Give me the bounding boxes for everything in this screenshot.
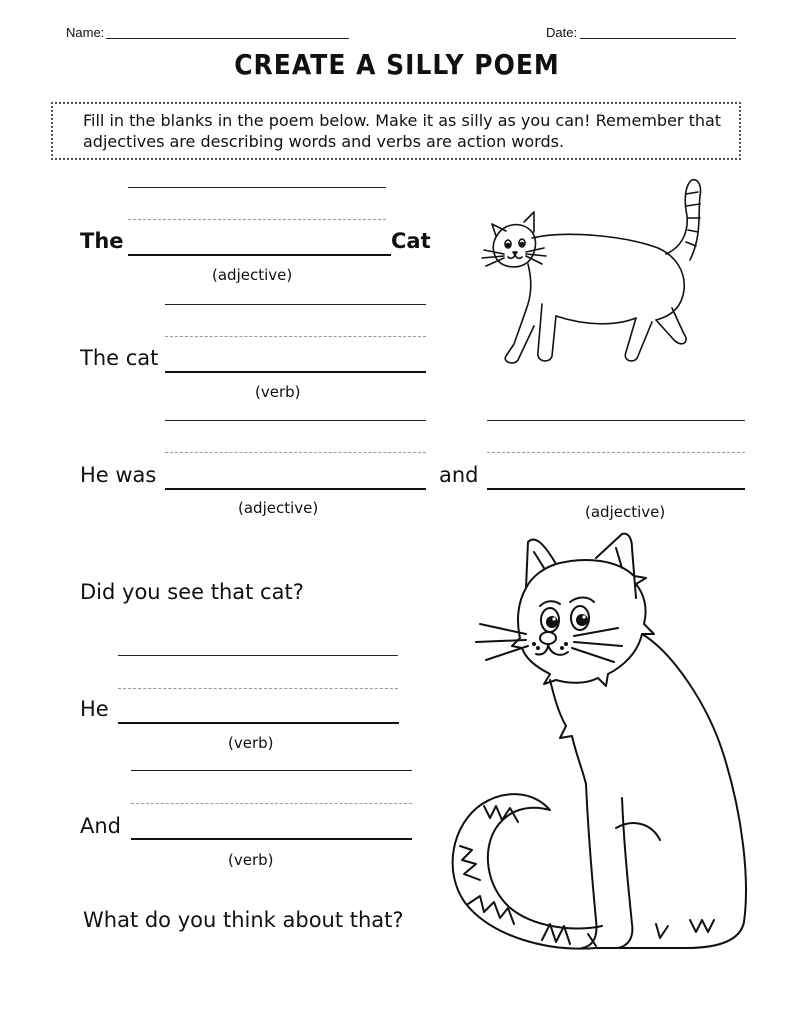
hint-verb-3: (verb) xyxy=(228,851,274,869)
name-field[interactable] xyxy=(106,38,349,39)
date-label: Date: xyxy=(546,25,578,40)
writing-guide-top xyxy=(118,655,398,656)
writing-guide-mid xyxy=(165,336,426,337)
writing-guide-top xyxy=(165,420,426,421)
poem-line3-prefix: He was xyxy=(80,463,157,487)
instructions-text: Fill in the blanks in the poem below. Make it as silly as you can! Remember that adjectives are describing words and verbs are action words. xyxy=(83,111,722,151)
writing-guide-mid xyxy=(128,219,386,220)
writing-guide-mid xyxy=(165,452,426,453)
verb-blank-1[interactable] xyxy=(165,371,426,373)
writing-guide-top xyxy=(128,187,386,188)
poem-line7: What do you think about that? xyxy=(83,908,404,932)
adjective-blank-1[interactable] xyxy=(128,254,391,256)
poem-line4: Did you see that cat? xyxy=(80,580,304,604)
writing-guide-mid xyxy=(131,803,412,804)
adjective-blank-2[interactable] xyxy=(165,488,426,490)
adjective-blank-3[interactable] xyxy=(487,488,745,490)
writing-guide-top xyxy=(131,770,412,771)
hint-adjective-2: (adjective) xyxy=(238,499,319,517)
sitting-cat-illustration xyxy=(446,528,774,970)
writing-guide-mid xyxy=(487,452,745,453)
writing-guide-top xyxy=(165,304,426,305)
verb-blank-2[interactable] xyxy=(118,722,399,724)
date-field[interactable] xyxy=(580,38,736,39)
hint-verb-1: (verb) xyxy=(255,383,301,401)
poem-line5-prefix: He xyxy=(80,697,109,721)
verb-blank-3[interactable] xyxy=(131,838,412,840)
writing-guide-top xyxy=(487,420,745,421)
poem-line1-prefix: The xyxy=(80,229,124,253)
instructions-box xyxy=(51,102,741,160)
walking-cat-illustration xyxy=(476,176,716,380)
poem-line6-prefix: And xyxy=(80,814,122,838)
hint-verb-2: (verb) xyxy=(228,734,274,752)
poem-line3-connector: and xyxy=(439,463,479,487)
page-title: CREATE A SILLY POEM xyxy=(234,48,560,81)
hint-adjective-3: (adjective) xyxy=(585,503,666,521)
poem-line1-suffix: Cat xyxy=(391,229,431,253)
poem-line2-prefix: The cat xyxy=(80,346,159,370)
hint-adjective-1: (adjective) xyxy=(212,266,293,284)
writing-guide-mid xyxy=(118,688,398,689)
name-label: Name: xyxy=(66,25,105,40)
